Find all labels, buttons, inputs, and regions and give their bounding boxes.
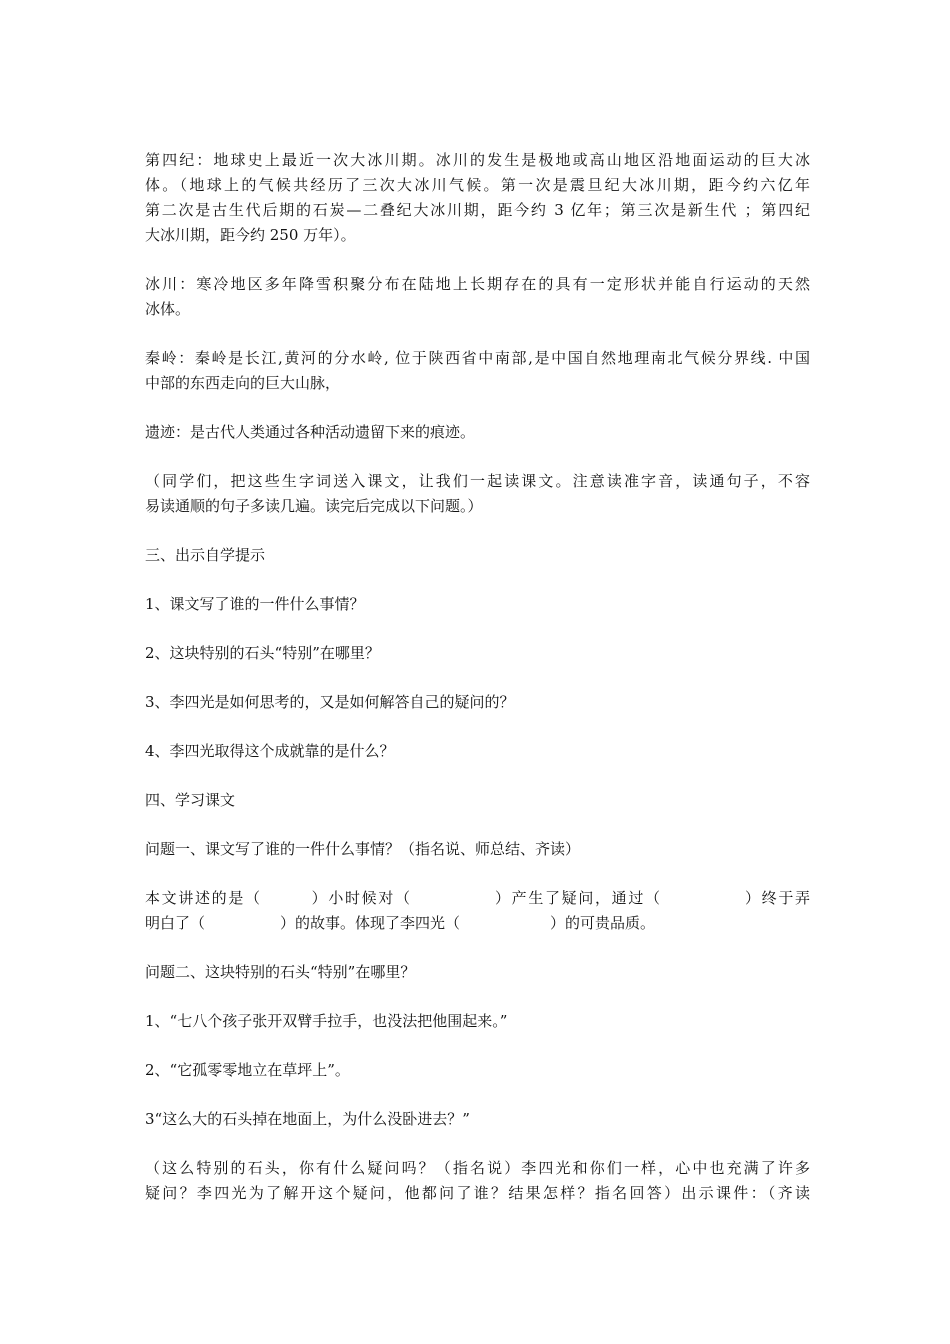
text-line: 3、李四光是如何思考的，又是如何解答自己的疑问的？ (145, 693, 515, 711)
text-line: 冰川：寒冷地区多年降雪积聚分布在陆地上长期存在的具有一定形状并能自行运动的天然 (145, 275, 810, 293)
text-line: （这么特别的石头，你有什么疑问吗？（指名说）李四光和你们一样，心中也充满了许多 (145, 1159, 810, 1177)
text-line: 第四纪：地球史上最近一次大冰川期。冰川的发生是极地或高山地区沿地面运动的巨大冰 (145, 151, 810, 169)
paragraph-reading-instruction (145, 469, 810, 519)
question-2 (145, 641, 810, 666)
text-line: 明白了（ ）的故事。体现了李四光（ ）的可贵品质。 (145, 914, 656, 932)
paragraph-qinling (145, 346, 810, 396)
quote-3 (145, 1107, 810, 1132)
text-line: 冰体。 (145, 300, 191, 318)
paragraph-glacier (145, 272, 810, 322)
text-line: 疑问？李四光为了解开这个疑问，他都问了谁？结果怎样？指名回答）出示课件：（齐读 (145, 1184, 810, 1202)
question-4 (145, 739, 810, 764)
text-line: 问题一、课文写了谁的一件什么事情？（指名说、师总结、齐读） (145, 840, 581, 858)
text-line: 1、课文写了谁的一件什么事情？ (145, 595, 365, 613)
text-line: 4、李四光取得这个成就靠的是什么？ (145, 742, 395, 760)
fill-in-blank-paragraph (145, 886, 810, 936)
text-line: 体。（地球上的气候共经历了三次大冰川气候。第一次是震旦纪大冰川期，距今约六亿年 (145, 176, 810, 194)
text-line: 秦岭：秦岭是长江,黄河的分水岭, 位于陕西省中南部,是中国自然地理南北气候分界线. 中国 (145, 349, 810, 367)
paragraph-quaternary (145, 148, 810, 248)
text-line: 遗迹：是古代人类通过各种活动遗留下来的痕迹。 (145, 423, 476, 441)
text-line: 2、“它孤零零地立在草坪上”。 (145, 1061, 350, 1079)
document-page (145, 148, 810, 1230)
text-line: 三、出示自学提示 (145, 546, 266, 564)
text-line: 本文讲述的是（ ）小时候对（ ）产生了疑问，通过（ ）终于弄 (145, 889, 810, 907)
text-line: 易读通顺的句子多读几遍。读完后完成以下问题。） (145, 497, 483, 515)
text-line: 2、这块特别的石头“特别”在哪里？ (145, 644, 380, 662)
text-line: （同学们，把这些生字词送入课文，让我们一起读课文。注意读准字音，读通句子，不容 (145, 472, 810, 490)
quote-2 (145, 1058, 810, 1083)
problem-2-heading (145, 960, 810, 985)
section-heading-study-text (145, 788, 810, 813)
question-1 (145, 592, 810, 617)
text-line: 1、“七八个孩子张开双臂手拉手，也没法把他围起来。” (145, 1012, 508, 1030)
text-line: 第二次是古生代后期的石炭—二叠纪大冰川期，距今约 3 亿年；第三次是新生代 ；第四纪 (145, 201, 810, 219)
problem-1-heading (145, 837, 810, 862)
quote-1 (145, 1009, 810, 1034)
text-line: 3“这么大的石头掉在地面上，为什么没卧进去？” (145, 1110, 470, 1128)
text-line: 问题二、这块特别的石头“特别”在哪里？ (145, 963, 416, 981)
paragraph-relics (145, 420, 810, 445)
paragraph-discussion (145, 1156, 810, 1206)
question-3 (145, 690, 810, 715)
text-line: 大冰川期，距今约 250 万年）。 (145, 226, 356, 244)
text-line: 中部的东西走向的巨大山脉， (145, 374, 341, 392)
text-line: 四、学习课文 (145, 791, 236, 809)
section-heading-self-study (145, 543, 810, 568)
